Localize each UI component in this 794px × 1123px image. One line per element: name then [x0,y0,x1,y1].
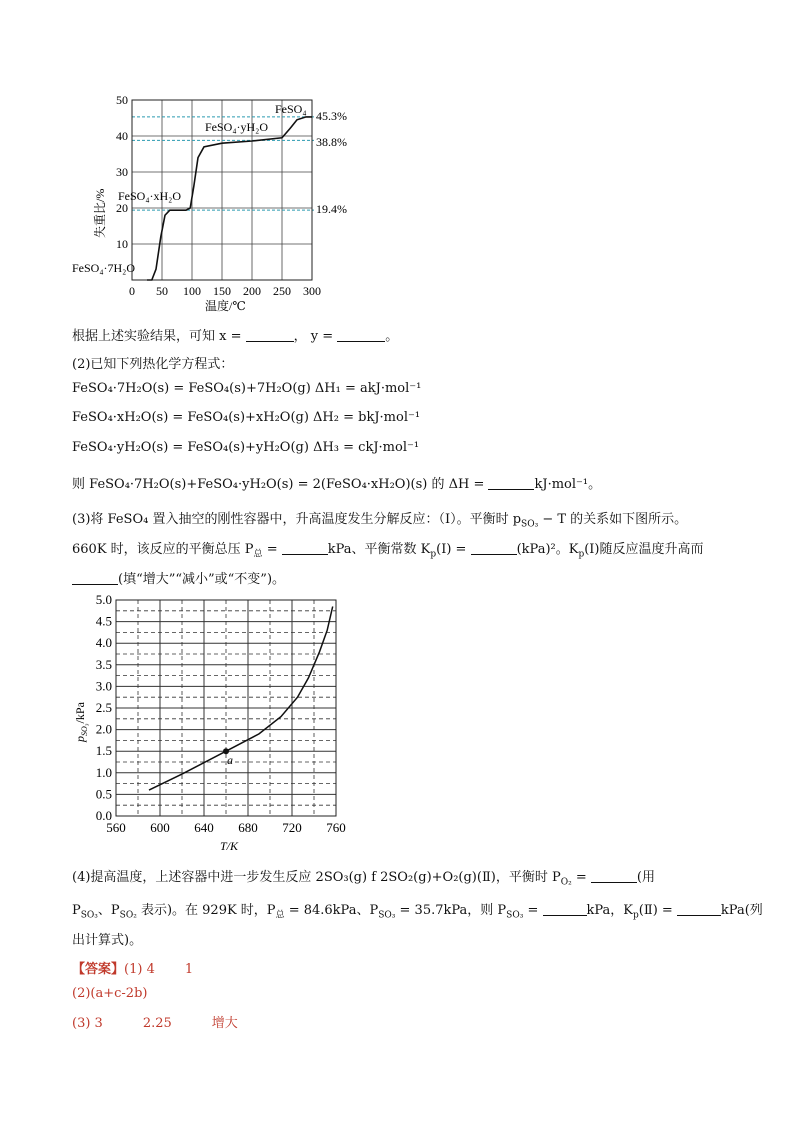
equation-2: FeSO₄·xH₂O(s) = FeSO₄(s)+xH₂O(g) ΔH₂ = bkJ·mol⁻¹ [72,410,421,425]
blank-x[interactable] [246,329,294,342]
q4-line-1 [72,866,655,888]
blank-y[interactable] [337,329,385,342]
chart2-xtick-label: 720 [282,820,302,835]
q3-line-1 [72,508,687,530]
q4-p3: 表示)。在 929K 时，P [136,903,276,918]
answer-label: 【答案】 [72,962,125,977]
chart1-ytick-label: 10 [116,237,128,251]
chart1-label-x-hydrate: FeSO₄·xH₂O [118,189,182,203]
chart2-ytick-label: 2.0 [95,721,112,737]
chart1-label-y-hydrate: FeSO₄·yH₂O [205,120,269,134]
chart2-ylabel: $p_{SO_3}$/kPa [73,702,89,742]
chart2-ytick-label: 3.0 [95,678,112,694]
q4-sub-o2: O₂ [560,877,572,888]
q3-sub-total: 总 [253,549,263,560]
chart2-ytick-label: 1.0 [95,764,112,780]
chart2-ytick-label: 0.0 [95,808,112,823]
q4-s2: SO₂ [119,910,137,921]
chart2-y-ticks [96,592,112,823]
chart1-ylabel: 失重比/% [93,188,107,238]
q4-p5: = 35.7kPa，则 P [395,903,507,918]
chart1-y-ticks [116,93,128,251]
answer-3: (3) 3 [72,1016,103,1031]
chart2-ytick-label: 5.0 [95,592,112,607]
q4-s3: 总 [275,910,285,921]
answer-3c: 增大 [211,1016,238,1031]
chart1-label-anhydrous: FeSO₄ [275,102,307,116]
chart2-xtick-label: 560 [106,820,126,835]
q3-text-2c: kPa、平衡常数 K [327,542,431,557]
q2-text: 则 FeSO₄·7H₂O(s)+FeSO₄·yH₂O(s) = 2(FeSO₄·xH₂O)(s) 的 ΔH = [72,477,489,492]
chart2-ytick-label: 0.5 [95,786,112,802]
chart2-xtick-label: 600 [150,820,170,835]
chart2-ytick-label: 4.0 [95,635,112,651]
q4-p9: kPa(列 [720,903,763,918]
blank-trend[interactable] [72,572,118,585]
q4-s4: SO₃ [378,910,396,921]
chart1-xtick-label: 50 [156,284,168,298]
chart1-label-heptahydrate: FeSO₄·7H₂O [72,261,136,275]
chart2-ytick-label: 4.5 [95,613,112,629]
q3-sub-p2: p [578,549,585,560]
chart2-ytick-label: 2.5 [95,700,112,715]
chart2-xlabel: T/K [220,839,239,853]
q3-text-2b: = [262,542,282,557]
q4-p1: P [72,903,81,918]
chart2-xtick-label: 680 [238,820,258,835]
chart1-xtick-label: 250 [273,284,291,298]
chart2-ytick-label: 1.5 [95,743,112,759]
chart2-xtick-label: 760 [326,820,346,835]
chart1-ytick-label: 30 [116,165,128,179]
pso3-temperature-chart [70,592,360,854]
q1-text-end: 。 [385,329,399,344]
chart1-xtick-label: 200 [243,284,261,298]
chart2-x-ticks [106,820,346,835]
q3-text-2f: (Ⅰ)随反应温度升高而 [584,542,704,557]
blank-p-total[interactable] [282,542,328,555]
q3-text-3: (填“增大”“减小”或“不变”)。 [118,572,286,587]
q4-line-2 [72,899,763,921]
q4-s5: SO₃ [506,910,524,921]
q4-p7: kPa，K [586,903,634,918]
blank-kp2[interactable] [677,903,721,916]
blank-delta-h[interactable] [488,477,534,490]
q3-line-2 [72,538,703,560]
equation-3: FeSO₄·yH₂O(s) = FeSO₄(s)+yH₂O(g) ΔH₃ = ckJ·mol⁻¹ [72,440,420,455]
q4-p8: (Ⅱ) = [638,903,677,918]
blank-pso3[interactable] [543,903,587,916]
q4-p6: = [523,903,543,918]
chart1-pct-38: 38.8% [316,135,347,149]
q2-unit: kJ·mol⁻¹。 [534,477,602,492]
q4-line-3: 出计算式)。 [72,933,143,948]
q4-text-1c: (用 [636,870,655,885]
equation-1: FeSO₄·7H₂O(s) = FeSO₄(s)+7H₂O(g) ΔH₁ = akJ·mol⁻¹ [72,381,422,396]
chart2-xtick-label: 640 [194,820,214,835]
blank-kp[interactable] [471,542,517,555]
q4-s1: SO₃ [80,910,98,921]
q3-text-2e: (kPa)²。K [516,542,579,557]
q3-sub-p1: p [430,549,437,560]
weight-loss-chart [60,88,360,313]
chart2-grid [116,600,336,816]
q4-text-1a: (4)提高温度，上述容器中进一步发生反应 2SO₃(g) f 2SO₂(g)+O₂(g)(Ⅱ)，平衡时 P [72,870,561,885]
chart1-ytick-label: 20 [116,201,128,215]
answer-1b: 1 [184,962,194,977]
chart1-x-ticks [129,284,321,298]
q2-title: (2)已知下列热化学方程式： [72,357,234,372]
answer-2: (2)(a+c-2b) [72,986,148,1001]
q3-text-1: (3)将 FeSO₄ 置入抽空的刚性容器中，升高温度发生分解反应：（Ⅰ）。平衡时 p [72,512,522,527]
q3-sub-so3: SO₃ [521,519,539,530]
q2-question-line [72,473,601,492]
chart1-ytick-label: 50 [116,93,128,107]
chart1-xtick-label: 100 [183,284,201,298]
q1-answer-line [72,325,398,344]
answer-1: (1) 4 [124,962,155,977]
q3-text-2d: (Ⅰ) = [436,542,471,557]
chart1-ytick-label: 40 [116,129,128,143]
q3-line-3 [72,568,285,587]
q4-p4: = 84.6kPa、P [284,903,379,918]
chart1-xtick-label: 0 [129,284,135,298]
chart2-curve [149,607,333,791]
q4-s6: p [633,910,639,921]
answer-line-3 [72,1012,238,1031]
chart2-ytick-label: 3.5 [95,656,112,672]
chart2-point-label: a [227,753,233,768]
answer-line-1 [72,958,193,977]
chart1-pct-19: 19.4% [316,202,347,216]
q1-text-x: 根据上述实验结果，可知 x = [72,329,246,344]
answer-3b: 2.25 [142,1016,172,1031]
blank-po2[interactable] [591,870,637,883]
q3-text-1-tail: − T 的关系如下图所示。 [538,512,688,527]
chart1-xlabel: 温度/℃ [205,299,246,313]
q1-text-y: ， y = [293,329,338,344]
q3-text-2a: 660K 时，该反应的平衡总压 P [72,542,254,557]
q4-p2: 、P [97,903,120,918]
chart1-xtick-label: 300 [303,284,321,298]
chart1-xtick-label: 150 [213,284,231,298]
chart1-pct-45: 45.3% [316,109,347,123]
q4-text-1b: = [571,870,591,885]
